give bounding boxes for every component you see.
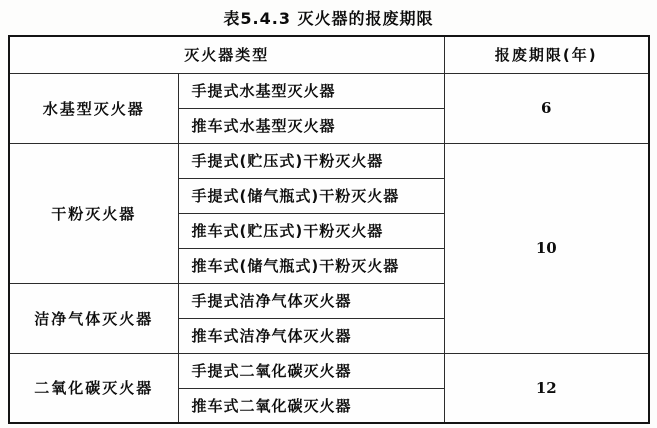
table-row bbox=[9, 353, 649, 388]
period-cell-dry-powder-clean-gas: 10 bbox=[444, 143, 649, 353]
table-header-row bbox=[9, 36, 649, 73]
category-cell-dry-powder: 干粉灭火器 bbox=[9, 143, 178, 283]
category-cell-water-based: 水基型灭火器 bbox=[9, 73, 178, 143]
table-row bbox=[9, 73, 649, 108]
item-cell: 推车式(储气瓶式)干粉灭火器 bbox=[178, 248, 444, 283]
category-cell-co2: 二氧化碳灭火器 bbox=[9, 353, 178, 423]
item-cell: 手提式洁净气体灭火器 bbox=[178, 283, 444, 318]
item-cell: 手提式二氧化碳灭火器 bbox=[178, 353, 444, 388]
period-cell-water-based: 6 bbox=[444, 73, 649, 143]
period-cell-co2: 12 bbox=[444, 353, 649, 423]
header-extinguisher-type: 灭火器类型 bbox=[9, 36, 444, 73]
item-cell: 推车式水基型灭火器 bbox=[178, 108, 444, 143]
item-cell: 推车式二氧化碳灭火器 bbox=[178, 388, 444, 423]
table-row bbox=[9, 143, 649, 178]
table-title: 表5.4.3 灭火器的报废期限 bbox=[223, 9, 434, 28]
header-scrap-period: 报废期限(年) bbox=[444, 36, 649, 73]
item-cell: 手提式(储气瓶式)干粉灭火器 bbox=[178, 178, 444, 213]
item-cell: 推车式(贮压式)干粉灭火器 bbox=[178, 213, 444, 248]
item-cell: 推车式洁净气体灭火器 bbox=[178, 318, 444, 353]
item-cell: 手提式水基型灭火器 bbox=[178, 73, 444, 108]
scrap-period-table bbox=[8, 35, 650, 424]
category-cell-clean-gas: 洁净气体灭火器 bbox=[9, 283, 178, 353]
item-cell: 手提式(贮压式)干粉灭火器 bbox=[178, 143, 444, 178]
